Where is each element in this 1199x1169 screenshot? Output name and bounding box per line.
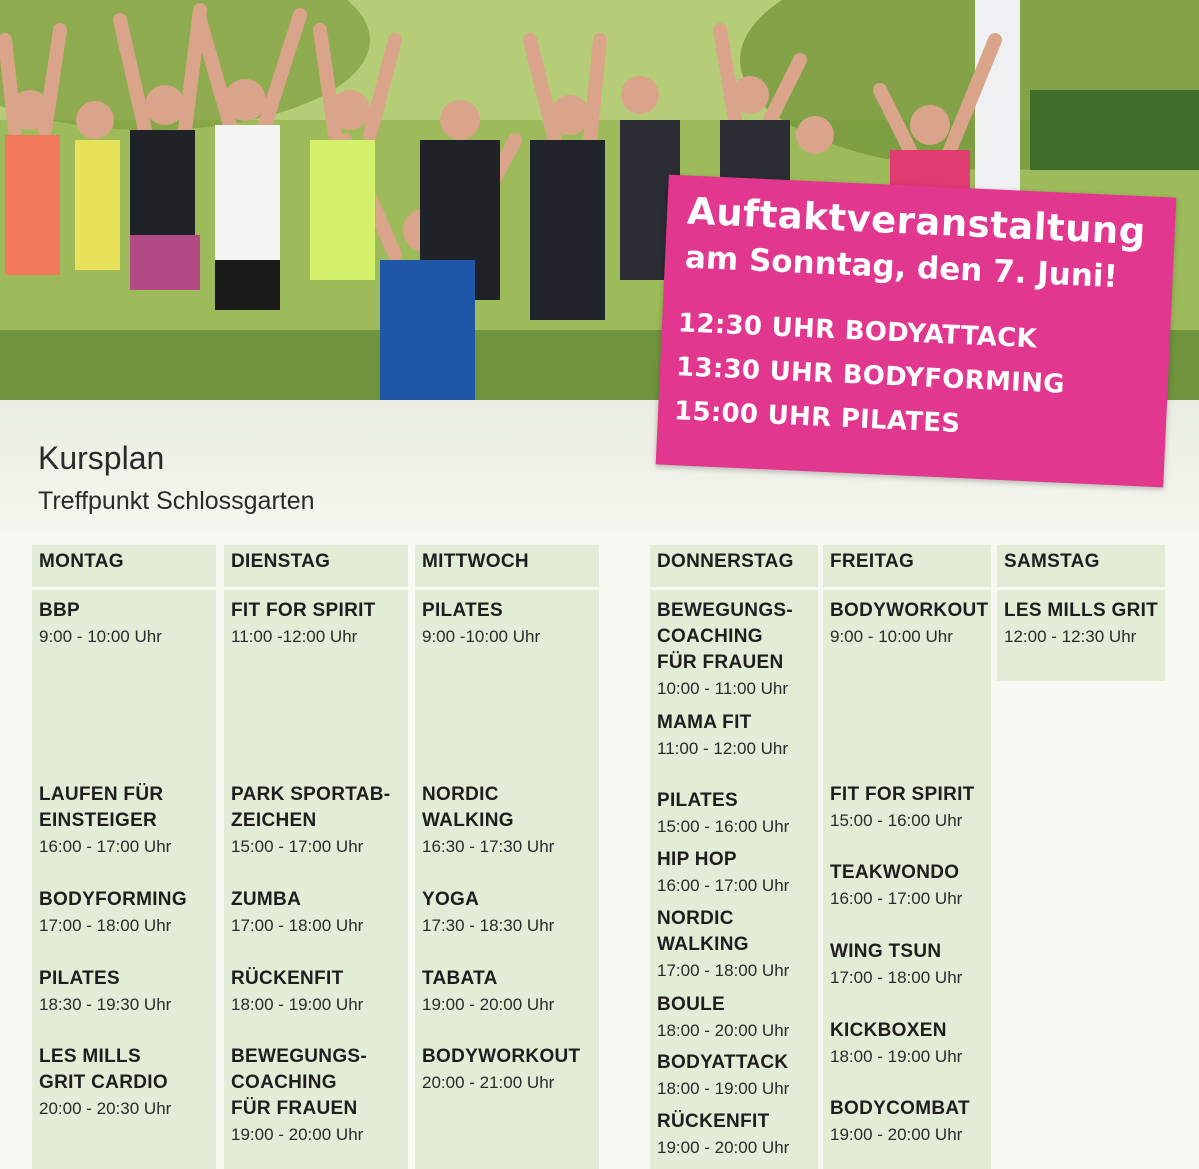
course-time: 18:30 - 19:30 Uhr	[39, 995, 172, 1014]
course-name: LAUFEN FÜR EINSTEIGER	[39, 784, 164, 831]
course-entry	[231, 1044, 406, 1148]
course-name: FIT FOR SPIRIT	[231, 600, 376, 621]
course-name: KICKBOXEN	[830, 1020, 947, 1041]
course-entry	[231, 782, 406, 860]
course-time: 15:00 - 16:00 Uhr	[830, 811, 963, 830]
day-header: FREITAG	[823, 545, 991, 587]
course-entry	[231, 887, 406, 939]
course-name: NORDIC WALKING	[422, 784, 514, 831]
course-name: BODYATTACK	[657, 1052, 789, 1073]
course-time: 11:00 -12:00 Uhr	[231, 627, 358, 646]
course-entry	[830, 782, 989, 834]
course-entry	[422, 598, 597, 650]
course-name: LES MILLS GRIT CARDIO	[39, 1046, 168, 1093]
course-entry	[657, 710, 816, 762]
course-name: BODYCOMBAT	[830, 1098, 970, 1119]
course-name: BODYWORKOUT	[422, 1046, 581, 1067]
day-header: MONTAG	[32, 545, 216, 587]
course-name: YOGA	[422, 889, 480, 910]
day-body	[997, 590, 1165, 681]
course-entry	[830, 1018, 989, 1070]
course-name: PARK SPORTAB- ZEICHEN	[231, 784, 391, 831]
course-name: TEAKWONDO	[830, 862, 960, 883]
promo-subtitle: am Sonntag, den 7. Juni!	[684, 239, 1119, 296]
course-time: 17:00 - 18:00 Uhr	[657, 961, 790, 980]
promo-line: 12:30 UHR BODYATTACK	[677, 308, 1038, 355]
promo-program	[673, 301, 1068, 451]
course-entry	[657, 992, 816, 1044]
course-time: 11:00 - 12:00 Uhr	[657, 739, 789, 758]
course-entry	[657, 598, 816, 702]
course-entry	[422, 966, 597, 1018]
course-entry	[657, 906, 816, 984]
course-entry	[657, 788, 816, 840]
course-time: 16:30 - 17:30 Uhr	[422, 837, 555, 856]
day-column	[32, 545, 216, 1118]
course-name: NORDIC WALKING	[657, 908, 749, 955]
day-header: SAMSTAG	[997, 545, 1165, 587]
course-entry	[1004, 598, 1163, 650]
course-name: HIP HOP	[657, 849, 737, 870]
course-entry	[657, 1109, 816, 1161]
course-name: BOULE	[657, 994, 725, 1015]
course-name: BODYWORKOUT	[830, 600, 989, 621]
course-time: 10:00 - 11:00 Uhr	[657, 679, 789, 698]
course-entry	[830, 860, 989, 912]
day-header: MITTWOCH	[415, 545, 599, 587]
course-entry	[422, 782, 597, 860]
course-time: 15:00 - 17:00 Uhr	[231, 837, 364, 856]
course-time: 17:30 - 18:30 Uhr	[422, 916, 555, 935]
course-time: 19:00 - 20:00 Uhr	[830, 1125, 963, 1144]
course-time: 9:00 -10:00 Uhr	[422, 627, 541, 646]
promo-title: Auftaktveranstaltung	[686, 189, 1147, 254]
course-entry	[39, 887, 214, 939]
course-time: 18:00 - 19:00 Uhr	[231, 995, 364, 1014]
course-entry	[422, 887, 597, 939]
day-header: DONNERSTAG	[650, 545, 818, 587]
course-name: MAMA FIT	[657, 712, 752, 733]
course-name: RÜCKENFIT	[657, 1111, 770, 1132]
day-column	[415, 545, 599, 1092]
course-name: PILATES	[657, 790, 738, 811]
course-time: 9:00 - 10:00 Uhr	[830, 627, 953, 646]
course-time: 16:00 - 17:00 Uhr	[830, 889, 963, 908]
course-time: 15:00 - 16:00 Uhr	[657, 817, 790, 836]
course-name: BODYFORMING	[39, 889, 187, 910]
day-header: DIENSTAG	[224, 545, 408, 587]
course-entry	[422, 1044, 597, 1096]
course-time: 18:00 - 19:00 Uhr	[830, 1047, 963, 1066]
course-entry	[231, 598, 406, 650]
page-title: Kursplan	[38, 440, 165, 476]
day-column	[224, 545, 408, 1144]
promo-line: 13:30 UHR BODYFORMING	[675, 352, 1066, 400]
course-time: 17:00 - 18:00 Uhr	[830, 968, 963, 987]
course-name: LES MILLS GRIT	[1004, 600, 1159, 621]
promo-line: 15:00 UHR PILATES	[673, 396, 961, 440]
course-time: 19:00 - 20:00 Uhr	[657, 1138, 790, 1157]
day-body	[823, 590, 991, 1169]
day-body	[32, 590, 216, 1169]
course-entry	[231, 966, 406, 1018]
course-entry	[830, 598, 989, 650]
day-body	[415, 590, 599, 1169]
course-time: 19:00 - 20:00 Uhr	[231, 1125, 364, 1144]
course-name: BEWEGUNGS- COACHING FÜR FRAUEN	[657, 600, 793, 673]
course-name: WING TSUN	[830, 941, 942, 962]
course-entry	[39, 598, 214, 650]
day-column	[823, 545, 991, 1144]
course-name: FIT FOR SPIRIT	[830, 784, 975, 805]
course-time: 16:00 - 17:00 Uhr	[657, 876, 790, 895]
day-body	[650, 590, 818, 1169]
course-entry	[39, 1044, 214, 1122]
course-time: 16:00 - 17:00 Uhr	[39, 837, 172, 856]
course-time: 18:00 - 19:00 Uhr	[657, 1079, 790, 1098]
course-name: PILATES	[422, 600, 503, 621]
course-entry	[657, 847, 816, 899]
course-time: 17:00 - 18:00 Uhr	[39, 916, 172, 935]
course-name: PILATES	[39, 968, 120, 989]
day-column	[650, 545, 818, 1157]
course-name: TABATA	[422, 968, 498, 989]
course-entry	[657, 1050, 816, 1102]
kickoff-promo-box	[656, 175, 1177, 488]
course-name: ZUMBA	[231, 889, 302, 910]
course-entry	[830, 939, 989, 991]
course-name: RÜCKENFIT	[231, 968, 344, 989]
course-name: BBP	[39, 600, 81, 621]
day-column	[997, 545, 1165, 646]
course-entry	[39, 966, 214, 1018]
page-subtitle: Treffpunkt Schlossgarten	[38, 487, 315, 515]
course-time: 20:00 - 21:00 Uhr	[422, 1073, 555, 1092]
day-body	[224, 590, 408, 1169]
course-entry	[830, 1096, 989, 1148]
course-time: 9:00 - 10:00 Uhr	[39, 627, 162, 646]
course-name: BEWEGUNGS- COACHING FÜR FRAUEN	[231, 1046, 367, 1119]
course-time: 12:00 - 12:30 Uhr	[1004, 627, 1137, 646]
course-time: 19:00 - 20:00 Uhr	[422, 995, 555, 1014]
course-entry	[39, 782, 214, 860]
course-time: 20:00 - 20:30 Uhr	[39, 1099, 172, 1118]
course-time: 18:00 - 20:00 Uhr	[657, 1021, 790, 1040]
course-time: 17:00 - 18:00 Uhr	[231, 916, 364, 935]
